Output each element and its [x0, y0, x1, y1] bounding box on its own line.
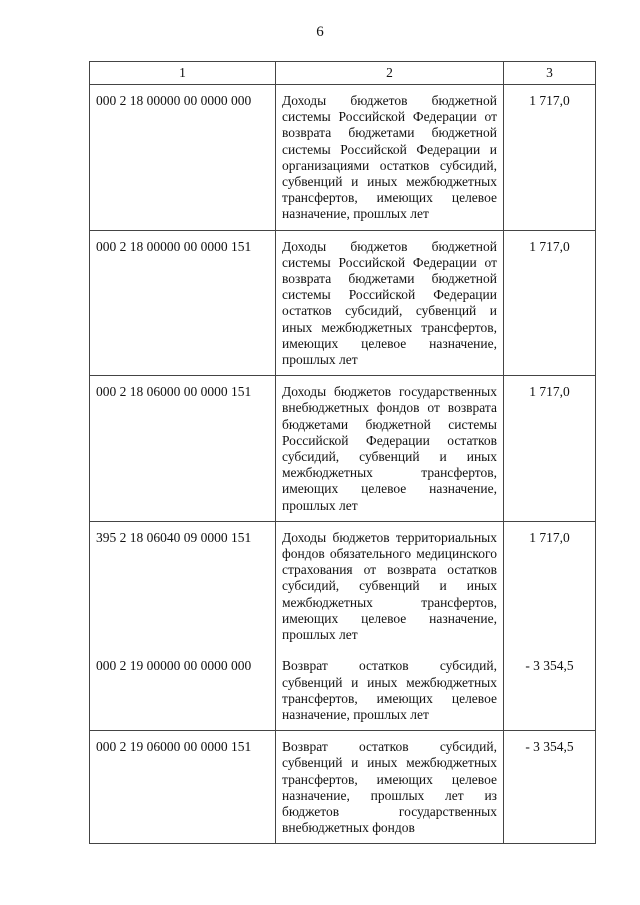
row-code: 395 2 18 06040 09 0000 151 [90, 521, 276, 650]
row-description: Возврат остатков субсидий, субвенций и иных межбюджетных трансфертов, имеющих целевое назначение, прошлых лет из бюджетов государственных внебюджетных фондов [276, 731, 504, 844]
budget-table [89, 61, 596, 844]
row-description: Доходы бюджетов государственных внебюджетных фондов от возврата бюджетами бюджетной системы Российской Федерации остатков субсидий, субвенций и иных межбюджетных трансфертов, имеющих целевое назначение, прошлых лет [276, 376, 504, 522]
table-row [90, 376, 596, 522]
table-row [90, 650, 596, 730]
row-code: 000 2 19 06000 00 0000 151 [90, 731, 276, 844]
table-row [90, 521, 596, 650]
row-description: Возврат остатков субсидий, субвенций и иных межбюджетных трансфертов, имеющих целевое назначение, прошлых лет [276, 650, 504, 730]
row-amount: - 3 354,5 [504, 731, 596, 844]
table-row [90, 230, 596, 376]
row-code: 000 2 18 00000 00 0000 151 [90, 230, 276, 376]
column-header-amount: 3 [504, 62, 596, 85]
row-code: 000 2 18 06000 00 0000 151 [90, 376, 276, 522]
column-header-description: 2 [276, 62, 504, 85]
row-amount: 1 717,0 [504, 230, 596, 376]
row-code: 000 2 18 00000 00 0000 000 [90, 85, 276, 231]
table-row [90, 731, 596, 844]
row-amount: 1 717,0 [504, 376, 596, 522]
table-header-row [90, 62, 596, 85]
row-amount: 1 717,0 [504, 521, 596, 650]
row-amount: 1 717,0 [504, 85, 596, 231]
column-header-code: 1 [90, 62, 276, 85]
row-description: Доходы бюджетов бюджетной системы Российской Федерации от возврата бюджетами бюджетной системы Российской Федерации и организациями остатков субсидий, субвенций и иных межбюджетных трансфертов, имеющих целевое назначение, прошлых лет [276, 85, 504, 231]
row-description: Доходы бюджетов бюджетной системы Российской Федерации от возврата бюджетами бюджетной системы Российской Федерации остатков субсидий, субвенций и иных межбюджетных трансфертов, имеющих целевое назначение, прошлых лет [276, 230, 504, 376]
row-description: Доходы бюджетов территориальных фондов обязательного медицинского страхования от возврата остатков субсидий, субвенций и иных межбюджетных трансфертов, имеющих целевое назначение, прошлых лет [276, 521, 504, 650]
row-code: 000 2 19 00000 00 0000 000 [90, 650, 276, 730]
row-amount: - 3 354,5 [504, 650, 596, 730]
page-number: 6 [316, 24, 324, 40]
table-row [90, 85, 596, 231]
